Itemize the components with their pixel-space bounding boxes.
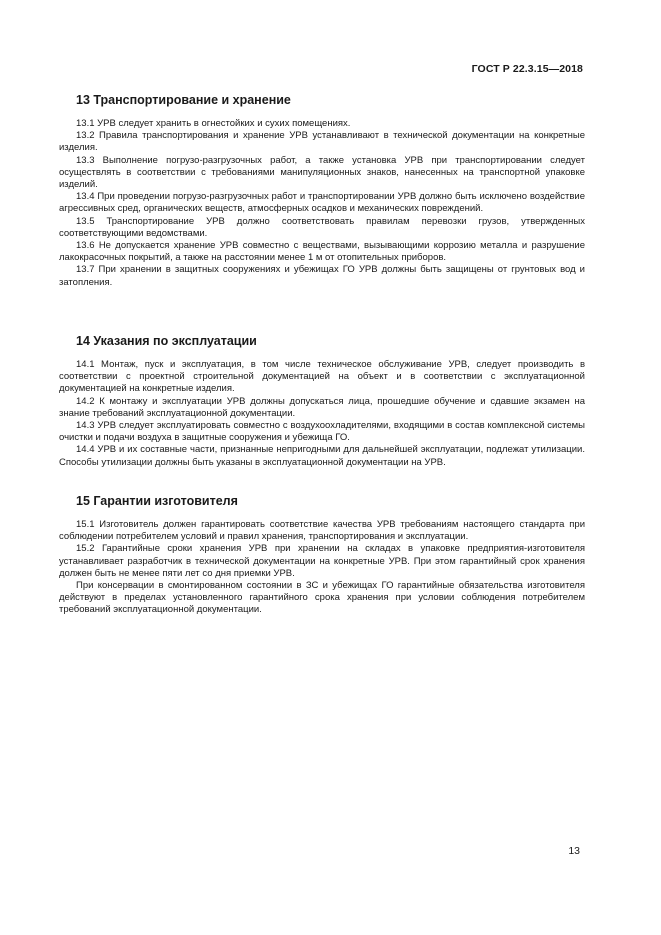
paragraph: 13.7 При хранении в защитных сооружениях и убежищах ГО УРВ должны быть защищены от грунтовых вод и затопления. (59, 264, 585, 288)
section-title: 13 Транспортирование и хранение (76, 93, 291, 107)
section-15-manufacturer-warranty (59, 494, 585, 617)
document-header: ГОСТ Р 22.3.15—2018 (471, 63, 583, 75)
paragraph: 13.3 Выполнение погрузо-разгрузочных работ, а также установка УРВ при транспортировании следует осуществлять в соответствии с требованиями манипуляционных знаков, нанесенных на транспортной упаковке изделий. (59, 154, 585, 191)
paragraph: 15.2 Гарантийные сроки хранения УРВ при хранении на складах в упаковке предприятия-изготовителя устанавливает разработчик в технической документации на конкретные УРВ. При этом гарантийный срок хранения должен быть не менее пяти лет со дня приемки УРВ. (59, 543, 585, 579)
paragraph: При консервации в смонтированном состоянии в ЗС и убежищах ГО гарантийные обязательства изготовителя действуют в пределах установленного гарантийного срока хранения при условии соблюдения потребителем требований эксплуатационной документации. (59, 580, 585, 616)
paragraph: 13.2 Правила транспортирования и хранение УРВ устанавливают в технической документации на конкретные изделия. (59, 130, 585, 154)
paragraph: 14.4 УРВ и их составные части, признанные непригодными для дальнейшей эксплуатации, подлежат утилизации. Способы утилизации должны быть указаны в эксплуатационной документации на УРВ. (59, 444, 585, 468)
paragraph: 13.5 Транспортирование УРВ должно соответствовать правилам перевозки грузов, утвержденных соответствующими ведомствами. (59, 215, 585, 239)
paragraph: 14.2 К монтажу и эксплуатации УРВ должны допускаться лица, прошедшие обучение и сдавшие экзамен на знание требований эксплуатационной документации. (59, 395, 585, 419)
paragraph: 14.3 УРВ следует эксплуатировать совместно с воздухоохладителями, входящими в состав комплексной системы очистки и подачи воздуха в защитные сооружения и убежища ГО. (59, 420, 585, 444)
paragraph: 14.1 Монтаж, пуск и эксплуатация, в том числе техническое обслуживание УРВ, следует производить в соответствии с проектной строительной документацией на объект и в соответствии с эксплуатационной документацией на конкретные изделия. (59, 359, 585, 395)
section-title: 14 Указания по эксплуатации (76, 334, 257, 348)
paragraph: 13.6 Не допускается хранение УРВ совместно с веществами, вызывающими коррозию металла и разрушение лакокрасочных покрытий, а также на расстоянии менее 1 м от отопительных приборов. (59, 240, 585, 264)
section-13-transport-storage (59, 93, 585, 289)
page-number: 13 (568, 845, 580, 857)
section-title: 15 Гарантии изготовителя (76, 494, 238, 508)
paragraph: 15.1 Изготовитель должен гарантировать соответствие качества УРВ требованиям настоящего стандарта при соблюдении потребителем условий и правил хранения, транспортирования и эксплуатации. (59, 519, 585, 543)
paragraph: 13.4 При проведении погрузо-разгрузочных работ и транспортировании УРВ должно быть исключено воздействие агрессивных сред, органических веществ, атмосферных осадков и механических повреждений. (59, 191, 585, 215)
section-14-operation-instructions (59, 334, 585, 469)
paragraph: 13.1 УРВ следует хранить в огнестойких и сухих помещениях. (76, 118, 351, 129)
